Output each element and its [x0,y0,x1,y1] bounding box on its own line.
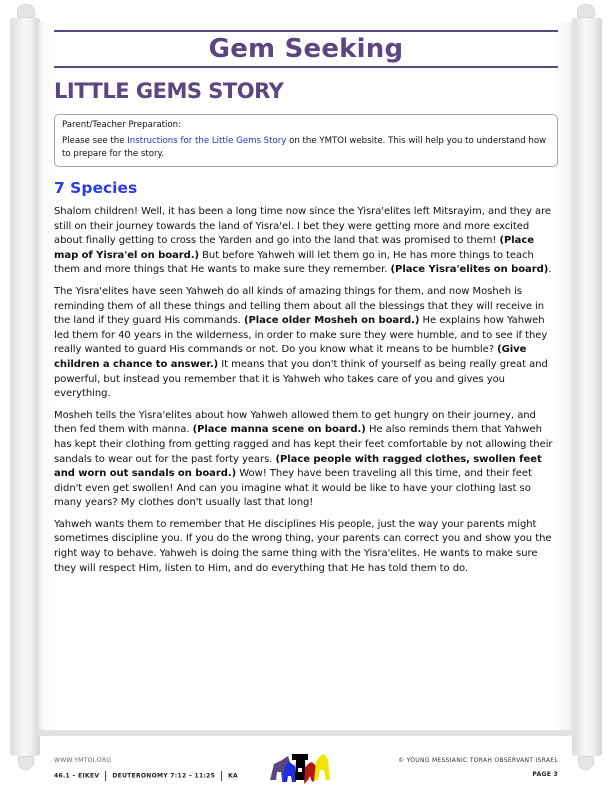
scripture-reference: DEUTERONOMY 7:12 – 11:25 [112,772,216,780]
stage-direction: (Place map of Yisra'el on board.) [54,235,534,261]
scroll-bottom-edge [38,730,574,736]
instructions-link[interactable]: Instructions for the Little Gems Story [127,136,287,146]
divider [221,771,222,781]
footer-right [398,757,558,778]
story-paragraph: The Yisra'elites have seen Yahweh do all kinds of amazing things for them, and now Mosheh is reminding them of all these things and telling them about all the blessings that they will receive in the land if they guard His commands. (Place older Mosheh on board.) He explains how Yahweh led them for 40 years in the wilderness, in order to make sure they were humble, and to see if they really wanted to guard His commands or not. Do you know what it means to be humble? (Give children a chance to answer.) It means that you don't think of yourself as being really great and powerful, but instead you remember that it is Yahweh who takes care of you and gives you everything. [54,285,548,400]
footer-left [54,757,238,781]
story-body [54,205,558,576]
story-paragraph: Mosheh tells the Yisra'elites about how Yahweh allowed them to get hungry on their journey, and then fed them with manna. (Place manna scene on board.) He also reminds them that Yahweh has kept their clothing from getting ragged and has kept their feet comfortable by not allowing their sandals to wear out for the past forty years. (Place people with ragged clothes, swollen feet and worn out sandals on board.) Wow! They have been traveling all this time, and their feet didn't even get swollen! And can you imagine what it would be like to have your clothing last so many years? My clothes don't usually last that long! [54,409,553,509]
ymtoi-logo-icon [268,750,334,784]
copyright: © YOUNG MESSIANIC TORAH OBSERVANT ISRAEL [398,757,558,764]
scroll-knob-bottom-left [18,756,34,770]
stage-direction: (Place older Mosheh on board.) [243,315,420,327]
story-paragraph: Yahweh wants them to remember that He disciplines His people, just the way your parents might sometimes discipline you. If you do the wrong thing, your parents can correct you and show you the right way to behave. Yahweh is doing the same thing with the Yisra'elites. He wants to make sure they will respect Him, listen to Him, and do everything that He has told them to do. [54,518,552,574]
stage-direction: (Place manna scene on board.) [192,424,366,436]
preparation-text-before: Please see the [62,136,128,146]
title-rule-bottom [54,66,558,68]
footer-meta [54,771,238,781]
preparation-text-after: on the YMTOI website. This will help you to understand how to prepare for the story. [62,136,547,159]
website-link[interactable]: WWW.YMTOI.ORG [54,757,112,764]
page-number: PAGE 3 [532,771,558,778]
level-code: KA [228,772,239,780]
scroll-roller-left [10,18,40,756]
page-title: Gem Seeking [208,34,404,64]
scroll-knob-bottom-right [578,756,594,770]
scroll-knob-top-right [577,4,595,18]
torah-portion: 46.1 – EIKEV [54,772,100,780]
page-content [54,30,558,576]
stage-direction: (Place Yisra'elites on board) [390,264,549,276]
stage-direction: (Place people with ragged clothes, swollen feet and worn out sandals on board.) [54,453,542,480]
page-subtitle: LITTLE GEMS STORY [54,79,284,103]
scroll-roller-right [572,18,602,756]
story-paragraph: Shalom children! Well, it has been a long time now since the Yisra'elites left Mitsrayim, and they are still on their journey towards the land of Yisra'el. I bet they were getting more and more excited about finally getting to cross the Yarden and go into the land that was promised to them! (Place map of Yisra'el on board.) But before Yahweh will let them go in, He has more things to teach them and more things that He wants to make sure they remember. (Place Yisra'elites on board). [54,206,552,276]
preparation-box [54,114,558,167]
stage-direction: (Give children a chance to answer.) [54,344,527,370]
preparation-text [62,135,551,161]
preparation-heading: Parent/Teacher Preparation: [62,120,182,130]
page-footer [54,757,558,787]
divider [105,771,106,781]
section-heading: 7 Species [54,179,138,197]
scroll-knob-top-left [17,4,35,18]
